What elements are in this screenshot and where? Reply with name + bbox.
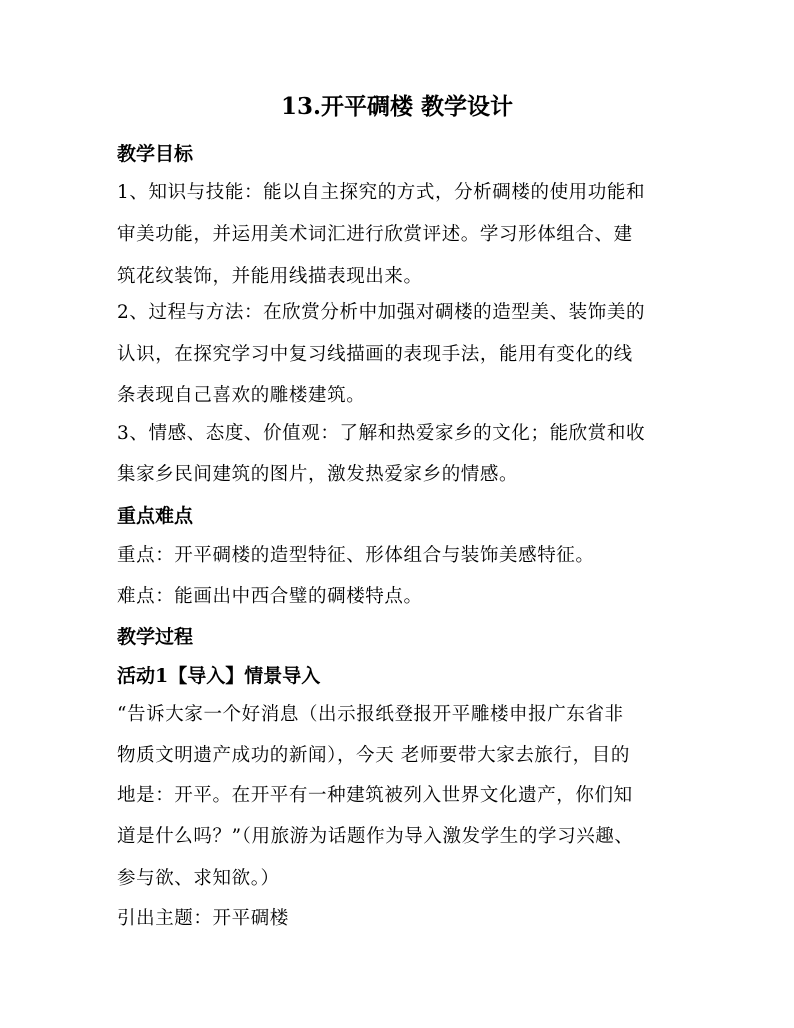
paragraph-line: 3、情感、态度、价值观：了解和热爱家乡的文化；能欣赏和收 xyxy=(117,423,646,444)
paragraph-line: “告诉大家一个好消息（出示报纸登报开平雕楼申报广东省非 xyxy=(117,704,624,725)
paragraph-line: 2、过程与方法：在欣赏分析中加强对碉楼的造型美、装饰美的 xyxy=(117,302,646,323)
activity-heading: 活动1【导入】情景导入 xyxy=(117,665,321,687)
paragraph-line: 审美功能，并运用美术词汇进行欣赏评述。学习形体组合、建 xyxy=(117,224,633,245)
paragraph-line: 道是什么吗？”（用旅游为话题作为导入激发学生的学习兴趣、 xyxy=(117,826,634,847)
paragraph-line: 认识，在探究学习中复习线描画的表现手法，能用有变化的线 xyxy=(117,344,633,365)
section-heading-goals: 教学目标 xyxy=(117,143,194,165)
paragraph-line: 筑花纹装饰，并能用线描表现出来。 xyxy=(117,266,423,287)
section-heading-process: 教学过程 xyxy=(117,626,194,648)
paragraph-line: 集家乡民间建筑的图片，激发热爱家乡的情感。 xyxy=(117,464,519,485)
paragraph-line: 重点：开平碉楼的造型特征、形体组合与装饰美感特征。 xyxy=(117,545,595,566)
paragraph-line: 引出主题：开平碉楼 xyxy=(117,908,289,929)
paragraph-line: 条表现自己喜欢的雕楼建筑。 xyxy=(117,385,366,406)
paragraph-line: 难点：能画出中西合璧的碉楼特点。 xyxy=(117,586,423,607)
section-heading-key: 重点难点 xyxy=(117,505,194,527)
paragraph-line: 物质文明遗产成功的新闻），今天 老师要带大家去旅行，目的 xyxy=(117,745,630,766)
document-title: 13.开平碉楼 教学设计 xyxy=(280,93,514,120)
paragraph-line: 参与欲、求知欲。） xyxy=(117,868,280,889)
paragraph-line: 地是：开平。在开平有一种建筑被列入世界文化遗产，你们知 xyxy=(117,785,633,806)
paragraph-line: 1、知识与技能：能以自主探究的方式，分析碉楼的使用功能和 xyxy=(117,182,646,203)
